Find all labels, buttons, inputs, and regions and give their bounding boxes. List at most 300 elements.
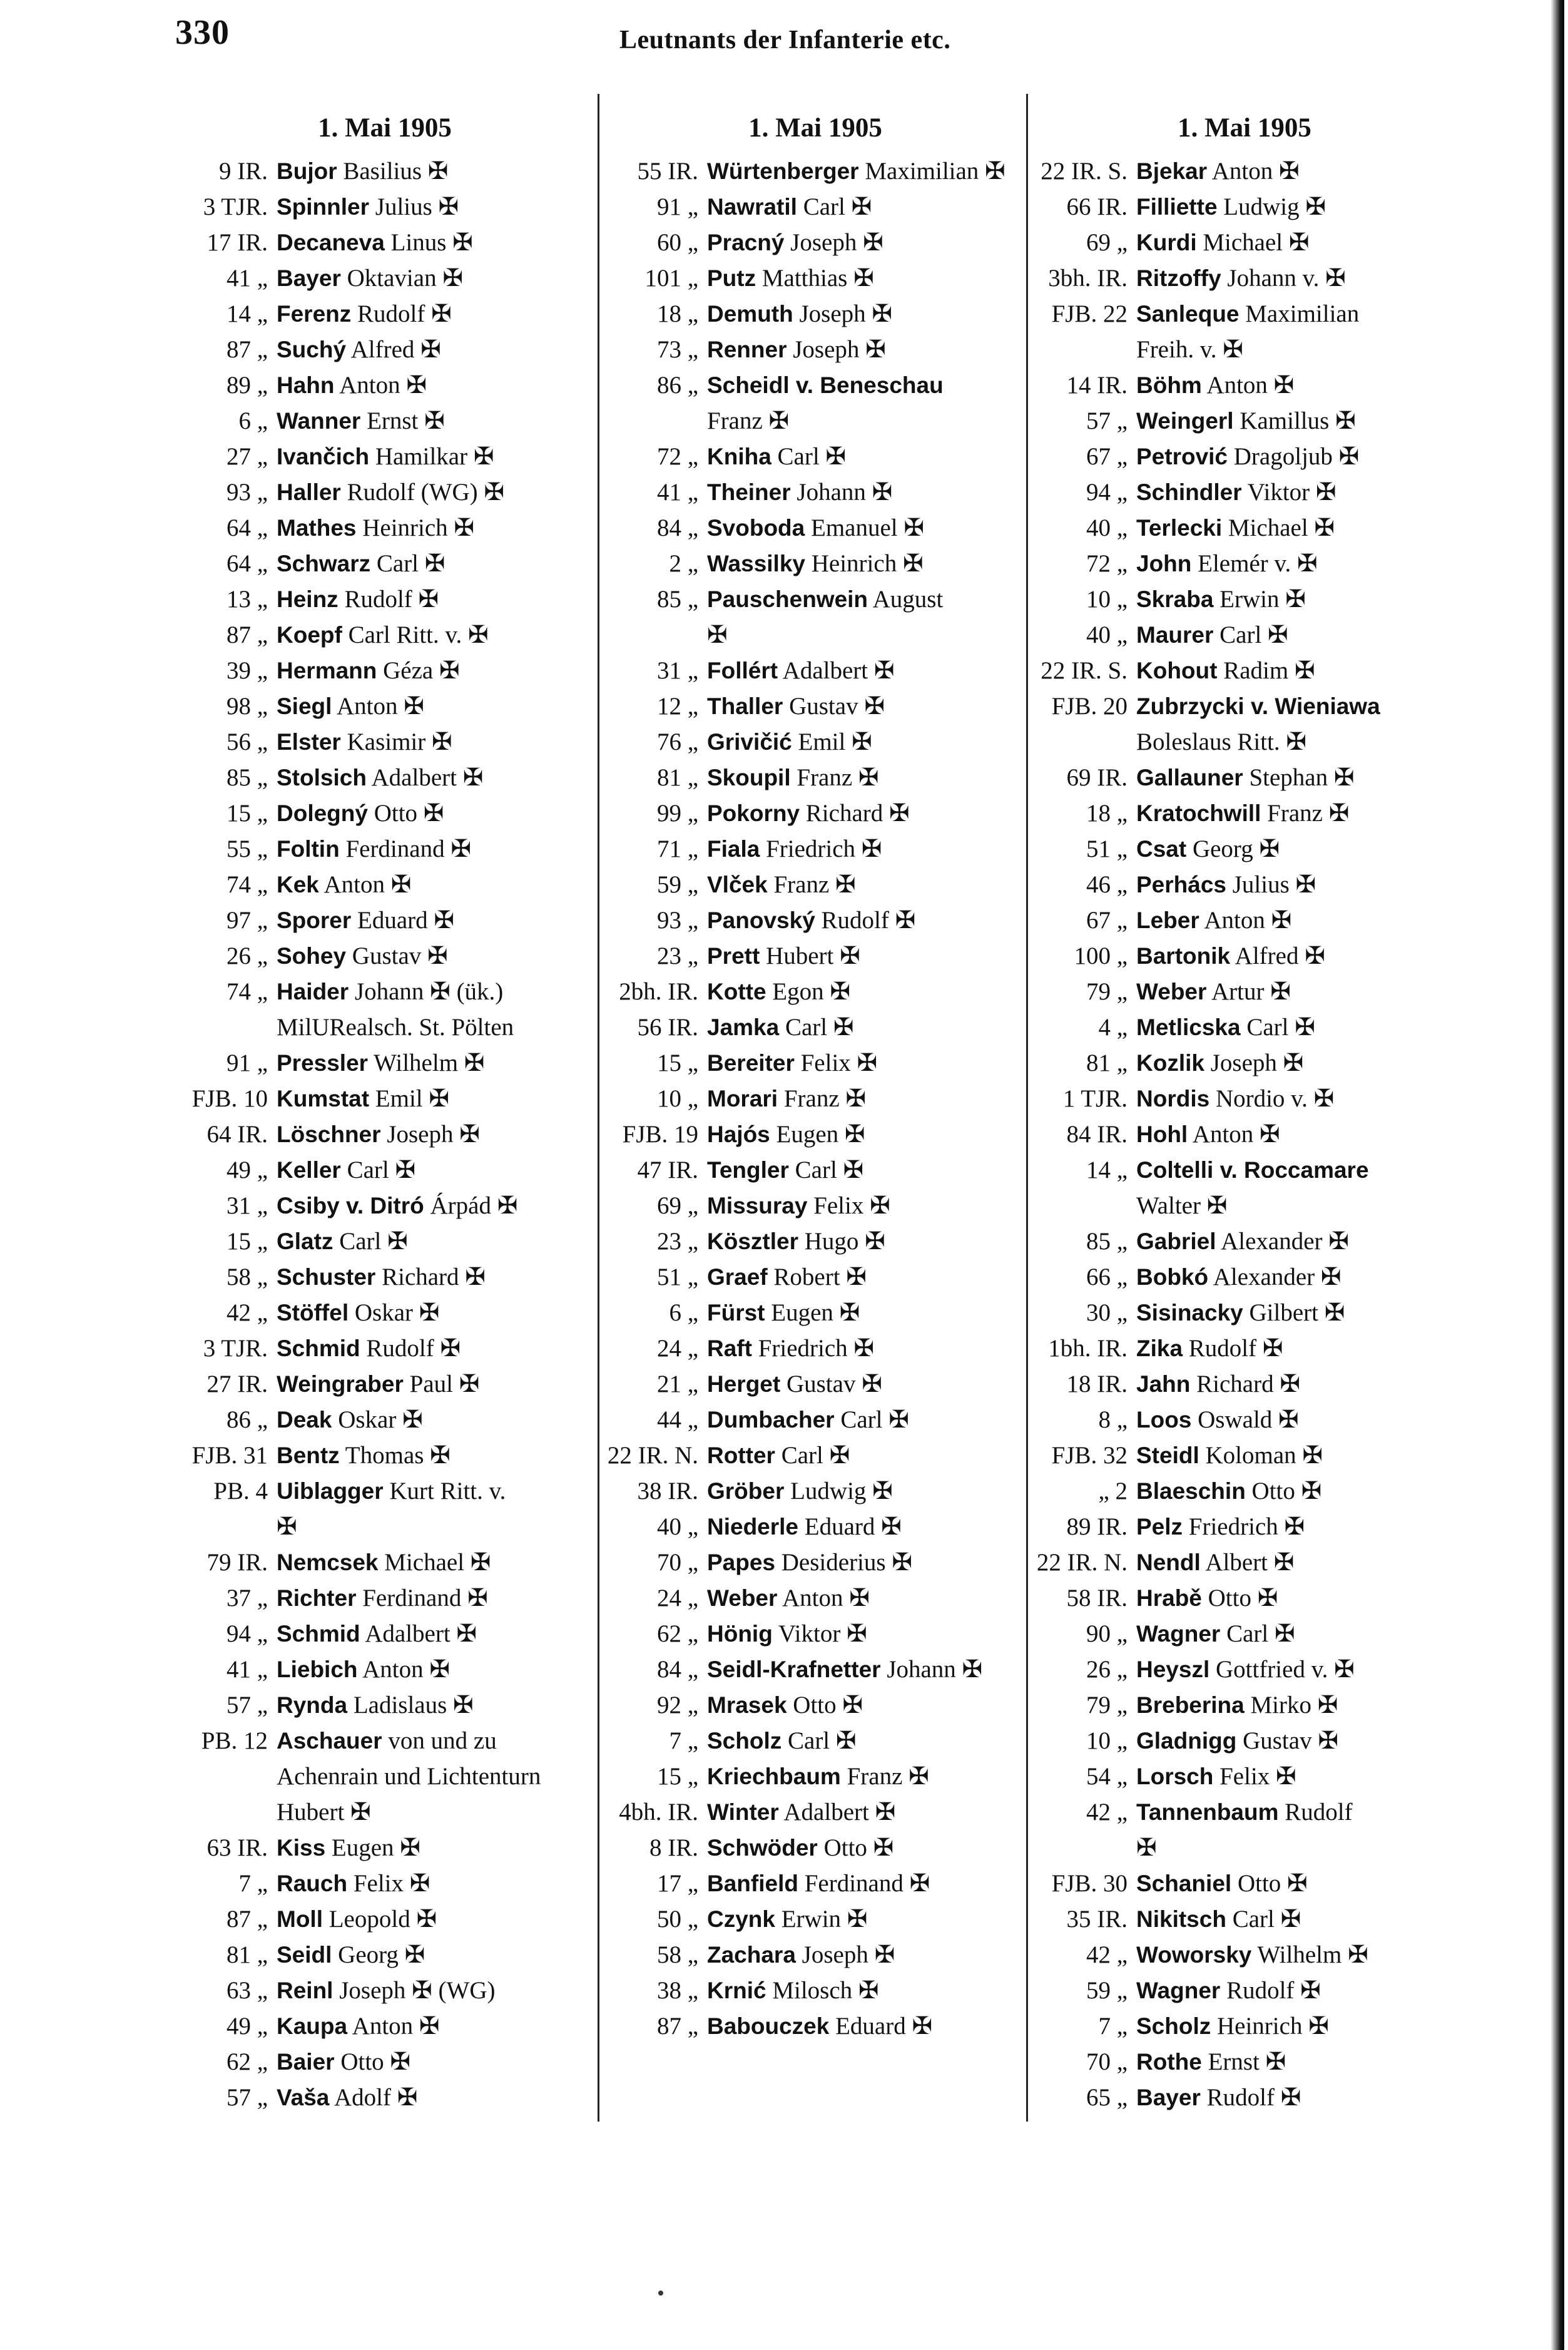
given-name: Wilhelm ✠ bbox=[1251, 1941, 1368, 1968]
officer-name bbox=[1136, 1009, 1454, 1045]
unit-designation: 65 „ bbox=[1086, 2084, 1128, 2111]
unit-designation: 22 IR. N. bbox=[607, 1442, 698, 1469]
officer-name bbox=[707, 1152, 1025, 1188]
list-item bbox=[175, 1723, 594, 1830]
unit-designation: 27 „ bbox=[226, 443, 268, 470]
unit-designation: 86 „ bbox=[656, 372, 698, 399]
unit-designation: 79 „ bbox=[1086, 978, 1128, 1005]
list-item bbox=[606, 867, 1025, 902]
unit-designation: 69 IR. bbox=[1066, 764, 1128, 791]
officer-name bbox=[277, 760, 594, 795]
given-name: Anton ✠ bbox=[357, 1656, 451, 1683]
list-item bbox=[606, 546, 1025, 581]
given-name: Carl ✠ bbox=[1220, 1620, 1295, 1647]
officer-name bbox=[277, 1652, 594, 1687]
list-item bbox=[606, 1652, 1025, 1687]
unit-designation: 84 „ bbox=[656, 514, 698, 541]
list-item bbox=[1035, 474, 1454, 510]
given-name: Friedrich ✠ bbox=[760, 835, 882, 862]
unit-designation: FJB. 22 bbox=[1051, 300, 1128, 327]
officer-name bbox=[707, 653, 1025, 688]
given-name: Heinrich ✠ bbox=[805, 550, 924, 577]
unit-designation: 2 „ bbox=[669, 550, 698, 577]
surname: Lorsch bbox=[1136, 1764, 1214, 1789]
list-item bbox=[606, 153, 1025, 189]
given-name: Rudolf ✠ bbox=[338, 586, 439, 613]
given-name: Walter ✠ bbox=[1136, 1192, 1228, 1219]
surname: Pelz bbox=[1136, 1514, 1183, 1540]
officer-name bbox=[1136, 1295, 1454, 1331]
officer-name bbox=[707, 225, 1025, 260]
officer-name bbox=[277, 1473, 594, 1545]
column-heading: 1. Mai 1905 bbox=[1178, 113, 1311, 143]
list-item bbox=[606, 1794, 1025, 1830]
list-item bbox=[175, 296, 594, 332]
officer-name bbox=[277, 546, 594, 581]
unit-designation: 64 „ bbox=[226, 514, 268, 541]
unit-designation: 50 „ bbox=[656, 1906, 698, 1933]
surname: Kozlik bbox=[1136, 1050, 1204, 1076]
officer-name bbox=[277, 1580, 594, 1616]
officer-name bbox=[277, 902, 594, 938]
officer-name bbox=[707, 724, 1025, 760]
unit-designation: 26 „ bbox=[226, 943, 268, 969]
given-name: Joseph ✠ bbox=[787, 336, 886, 363]
surname: Zubrzycki v. Wieniawa bbox=[1136, 693, 1380, 719]
surname: Böhm bbox=[1136, 372, 1202, 398]
surname: Bobkó bbox=[1136, 1264, 1209, 1290]
surname: Heyszl bbox=[1136, 1657, 1210, 1682]
officer-name bbox=[1136, 1081, 1454, 1116]
list-item bbox=[1035, 1402, 1454, 1438]
surname: Kiss bbox=[277, 1835, 326, 1861]
list-item bbox=[1035, 1509, 1454, 1545]
surname: Bayer bbox=[1136, 2085, 1201, 2110]
surname: Filliette bbox=[1136, 194, 1218, 220]
unit-designation: 14 „ bbox=[226, 300, 268, 327]
list-item bbox=[606, 581, 1025, 653]
officer-name bbox=[277, 724, 594, 760]
given-name: Ferdinand ✠ bbox=[339, 835, 471, 862]
officer-name bbox=[277, 439, 594, 474]
list-item bbox=[606, 510, 1025, 546]
surname: Svoboda bbox=[707, 515, 805, 541]
list-item bbox=[175, 617, 594, 653]
officer-name bbox=[707, 510, 1025, 546]
list-item bbox=[175, 1259, 594, 1295]
list-item bbox=[1035, 1723, 1454, 1759]
surname: Vaša bbox=[277, 2085, 330, 2110]
list-item bbox=[1035, 1259, 1454, 1295]
list-item bbox=[1035, 1901, 1454, 1937]
surname: Nawratil bbox=[707, 194, 797, 220]
officer-name bbox=[707, 1224, 1025, 1259]
unit-designation: 74 „ bbox=[226, 871, 268, 898]
officer-name bbox=[1136, 688, 1454, 760]
list-item bbox=[1035, 260, 1454, 296]
given-name: Oskar ✠ bbox=[349, 1299, 440, 1326]
officer-name bbox=[277, 867, 594, 902]
list-item bbox=[175, 367, 594, 403]
surname: Pokorny bbox=[707, 800, 800, 826]
officer-name bbox=[707, 1402, 1025, 1438]
given-name: Felix ✠ bbox=[794, 1050, 878, 1076]
given-name: Alexander ✠ bbox=[1208, 1264, 1341, 1290]
list-item bbox=[606, 1295, 1025, 1331]
given-name: Michael ✠ bbox=[1222, 514, 1335, 541]
surname: Renner bbox=[707, 337, 787, 362]
given-name: Erwin ✠ bbox=[1213, 586, 1306, 613]
officer-name bbox=[707, 367, 1025, 439]
unit-designation: 15 „ bbox=[226, 800, 268, 827]
officer-name bbox=[1136, 795, 1454, 831]
given-name: Rudolf ✠ bbox=[360, 1335, 461, 1362]
unit-designation: 63 IR. bbox=[206, 1834, 268, 1861]
officer-name bbox=[1136, 2008, 1454, 2044]
list-item bbox=[606, 1901, 1025, 1937]
surname: John bbox=[1136, 551, 1192, 576]
given-name: Árpád ✠ bbox=[424, 1192, 518, 1219]
given-name: Ludwig ✠ bbox=[1217, 193, 1326, 220]
officer-name bbox=[277, 1545, 594, 1580]
running-head: Leutnants der Infanterie etc. bbox=[619, 26, 951, 54]
unit-designation: 17 „ bbox=[656, 1870, 698, 1897]
officer-name bbox=[707, 938, 1025, 974]
unit-designation: 49 „ bbox=[226, 2013, 268, 2040]
unit-designation: 54 „ bbox=[1086, 1763, 1128, 1790]
surname: Hrabě bbox=[1136, 1585, 1202, 1611]
surname: Maurer bbox=[1136, 622, 1214, 648]
list-item bbox=[606, 760, 1025, 795]
unit-designation: 56 IR. bbox=[637, 1014, 698, 1041]
officer-name bbox=[277, 1616, 594, 1652]
list-item bbox=[1035, 1759, 1454, 1794]
given-name: Gustav ✠ bbox=[346, 943, 448, 969]
surname: Schwarz bbox=[277, 551, 371, 576]
unit-designation: 79 IR. bbox=[206, 1549, 268, 1576]
list-item bbox=[606, 1473, 1025, 1509]
officer-name bbox=[277, 938, 594, 974]
given-name: Otto ✠ bbox=[1201, 1585, 1278, 1612]
given-name: Felix ✠ bbox=[347, 1870, 430, 1897]
unit-designation: 64 IR. bbox=[206, 1121, 268, 1148]
list-item bbox=[1035, 1366, 1454, 1402]
surname: Pauschenwein bbox=[707, 586, 868, 612]
given-name: Heinrich ✠ bbox=[1211, 2013, 1329, 2040]
surname: Fürst bbox=[707, 1300, 765, 1326]
unit-designation: 38 „ bbox=[656, 1977, 698, 2004]
unit-designation: PB. 4 bbox=[213, 1478, 268, 1505]
officer-name bbox=[1136, 2080, 1454, 2115]
surname: Schwöder bbox=[707, 1835, 818, 1861]
given-name: Franz ✠ bbox=[790, 764, 879, 791]
given-name: Anton ✠ bbox=[318, 871, 412, 898]
officer-name bbox=[707, 1616, 1025, 1652]
given-name: Michael ✠ bbox=[378, 1549, 491, 1576]
given-name: Adalbert ✠ bbox=[366, 764, 484, 791]
page-dot bbox=[658, 2291, 663, 2296]
officer-name bbox=[277, 688, 594, 724]
given-name: Oswald ✠ bbox=[1191, 1406, 1299, 1433]
officer-name bbox=[277, 1723, 594, 1830]
unit-designation: 87 „ bbox=[656, 2013, 698, 2040]
given-name: Franz ✠ bbox=[840, 1763, 929, 1790]
surname: Stöffel bbox=[277, 1300, 349, 1326]
officer-name bbox=[277, 260, 594, 296]
surname: Schuster bbox=[277, 1264, 376, 1290]
surname: Kohout bbox=[1136, 658, 1218, 683]
officer-name bbox=[707, 1438, 1025, 1473]
given-name: Adolf ✠ bbox=[329, 2084, 418, 2111]
surname: Mrasek bbox=[707, 1692, 787, 1718]
surname: Babouczek bbox=[707, 2013, 830, 2039]
officer-name bbox=[277, 1188, 594, 1224]
list-item bbox=[175, 1188, 594, 1224]
given-name: Radim ✠ bbox=[1217, 657, 1315, 684]
surname: Fiala bbox=[707, 836, 760, 862]
officer-name bbox=[707, 867, 1025, 902]
officer-name bbox=[277, 1438, 594, 1473]
officer-name bbox=[1136, 1759, 1454, 1794]
list-item bbox=[175, 2008, 594, 2044]
list-item bbox=[606, 1224, 1025, 1259]
officer-name bbox=[707, 1081, 1025, 1116]
list-item bbox=[175, 403, 594, 439]
officer-name bbox=[1136, 1473, 1454, 1509]
list-item bbox=[606, 1116, 1025, 1152]
officer-name bbox=[707, 1009, 1025, 1045]
surname: Gabriel bbox=[1136, 1229, 1216, 1254]
given-name: Friedrich ✠ bbox=[1183, 1513, 1305, 1540]
list-item bbox=[606, 1188, 1025, 1224]
unit-designation: 85 „ bbox=[1086, 1228, 1128, 1255]
page-number: 330 bbox=[175, 13, 230, 52]
officer-name bbox=[277, 1866, 594, 1901]
given-name: Egon ✠ bbox=[766, 978, 851, 1005]
unit-designation: 84 „ bbox=[656, 1656, 698, 1683]
officer-name bbox=[707, 1652, 1025, 1687]
given-name: Géza ✠ bbox=[377, 657, 460, 684]
unit-designation: 8 IR. bbox=[649, 1834, 698, 1861]
unit-designation: 55 IR. bbox=[637, 158, 698, 185]
officer-name bbox=[1136, 1438, 1454, 1473]
unit-designation: 70 „ bbox=[1086, 2048, 1128, 2075]
list-item bbox=[175, 938, 594, 974]
officer-name bbox=[707, 1259, 1025, 1295]
list-item bbox=[175, 1473, 594, 1545]
list-item bbox=[606, 938, 1025, 974]
unit-designation: 27 IR. bbox=[206, 1371, 268, 1397]
given-name: Ladislaus ✠ bbox=[347, 1692, 474, 1719]
list-item bbox=[175, 653, 594, 688]
given-name: August ✠ bbox=[707, 586, 944, 648]
list-item bbox=[175, 1830, 594, 1866]
given-name: Eugen ✠ bbox=[765, 1299, 860, 1326]
officer-name bbox=[1136, 1152, 1454, 1224]
surname: Weber bbox=[707, 1585, 778, 1611]
officer-name bbox=[277, 1901, 594, 1937]
list-item bbox=[175, 1937, 594, 1973]
officer-name bbox=[277, 1366, 594, 1402]
list-item bbox=[175, 724, 594, 760]
given-name: Basilius ✠ bbox=[337, 158, 449, 185]
given-name: Otto ✠ bbox=[1231, 1870, 1308, 1897]
unit-designation: 63 „ bbox=[226, 1977, 268, 2004]
surname: Seidl-Krafnetter bbox=[707, 1657, 881, 1682]
given-name: Carl ✠ bbox=[1213, 621, 1288, 648]
officer-name bbox=[707, 1973, 1025, 2008]
unit-designation: 37 „ bbox=[226, 1585, 268, 1612]
unit-designation: FJB. 10 bbox=[191, 1085, 268, 1112]
surname: Skraba bbox=[1136, 586, 1214, 612]
given-name: Gustav ✠ bbox=[780, 1371, 882, 1397]
officer-name bbox=[707, 546, 1025, 581]
unit-designation: 35 IR. bbox=[1066, 1906, 1128, 1933]
given-name: Carl ✠ bbox=[1226, 1906, 1301, 1933]
unit-designation: 15 „ bbox=[226, 1228, 268, 1255]
list-item bbox=[606, 1723, 1025, 1759]
column-3 bbox=[1035, 103, 1454, 2115]
given-name: Artur ✠ bbox=[1206, 978, 1291, 1005]
list-item bbox=[175, 1438, 594, 1473]
given-name: Anton ✠ bbox=[332, 693, 424, 720]
given-name: Dragoljub ✠ bbox=[1228, 443, 1360, 470]
list-item bbox=[175, 974, 594, 1045]
unit-designation: 69 „ bbox=[1086, 229, 1128, 256]
surname: Suchý bbox=[277, 337, 347, 362]
unit-designation: 23 „ bbox=[656, 1228, 698, 1255]
surname: Decaneva bbox=[277, 230, 385, 255]
unit-designation: 8 „ bbox=[1098, 1406, 1128, 1433]
list-item bbox=[175, 1366, 594, 1402]
list-item bbox=[175, 1545, 594, 1580]
officer-name bbox=[1136, 1723, 1454, 1759]
unit-designation: 31 „ bbox=[226, 1192, 268, 1219]
given-name: Wilhelm ✠ bbox=[368, 1050, 485, 1076]
surname: Prett bbox=[707, 943, 760, 969]
given-name: Emanuel ✠ bbox=[805, 514, 925, 541]
surname: Uiblagger bbox=[277, 1478, 384, 1504]
unit-designation: 21 „ bbox=[656, 1371, 698, 1397]
list-item bbox=[175, 1866, 594, 1901]
surname: Sanleque bbox=[1136, 301, 1240, 327]
list-item bbox=[606, 1580, 1025, 1616]
given-name: Julius ✠ bbox=[369, 193, 459, 220]
list-item bbox=[1035, 153, 1454, 189]
column-rule bbox=[1026, 94, 1028, 2122]
unit-designation: 62 „ bbox=[226, 2048, 268, 2075]
unit-designation: 85 „ bbox=[226, 764, 268, 791]
list-item bbox=[1035, 510, 1454, 546]
surname: Pressler bbox=[277, 1050, 369, 1076]
unit-designation: 51 „ bbox=[1086, 835, 1128, 862]
surname: Elster bbox=[277, 729, 341, 755]
officer-name bbox=[707, 2008, 1025, 2044]
officer-name bbox=[707, 688, 1025, 724]
officer-name bbox=[707, 974, 1025, 1009]
list-item bbox=[175, 1295, 594, 1331]
surname: Missuray bbox=[707, 1193, 808, 1218]
unit-designation: 62 „ bbox=[656, 1620, 698, 1647]
unit-designation: 64 „ bbox=[226, 550, 268, 577]
list-item bbox=[606, 795, 1025, 831]
surname: Perhács bbox=[1136, 872, 1226, 897]
list-item bbox=[606, 1509, 1025, 1545]
list-item bbox=[606, 260, 1025, 296]
surname: Aschauer bbox=[277, 1728, 382, 1754]
surname: Zika bbox=[1136, 1336, 1183, 1361]
officer-name bbox=[707, 1473, 1025, 1509]
surname: Grivičić bbox=[707, 729, 792, 755]
list-item bbox=[175, 260, 594, 296]
list-item bbox=[1035, 225, 1454, 260]
unit-designation: 87 „ bbox=[226, 1906, 268, 1933]
surname: Kratochwill bbox=[1136, 800, 1261, 826]
surname: Winter bbox=[707, 1799, 779, 1825]
unit-designation: 13 „ bbox=[226, 586, 268, 613]
officer-name bbox=[1136, 153, 1454, 189]
surname: Bartonik bbox=[1136, 943, 1231, 969]
given-name: Carl ✠ bbox=[333, 1228, 408, 1255]
unit-designation: 15 „ bbox=[656, 1050, 698, 1076]
officer-name bbox=[277, 367, 594, 403]
officer-name bbox=[707, 1723, 1025, 1759]
given-name: Maximilian ✠ bbox=[858, 158, 1005, 185]
unit-designation: 3 TJR. bbox=[203, 1335, 268, 1362]
surname: Schaniel bbox=[1136, 1871, 1232, 1896]
given-name: Mirko ✠ bbox=[1244, 1692, 1338, 1719]
surname: Follért bbox=[707, 658, 778, 683]
surname: Herget bbox=[707, 1371, 781, 1397]
unit-designation: 15 „ bbox=[656, 1763, 698, 1790]
surname: Würtenberger bbox=[707, 158, 859, 184]
list-item bbox=[175, 546, 594, 581]
unit-designation: 99 „ bbox=[656, 800, 698, 827]
officer-name bbox=[707, 1045, 1025, 1081]
officer-name bbox=[277, 1152, 594, 1188]
unit-designation: 67 „ bbox=[1086, 907, 1128, 934]
given-name: Alfred ✠ bbox=[346, 336, 441, 363]
list-item bbox=[175, 1580, 594, 1616]
surname: Tengler bbox=[707, 1157, 789, 1183]
list-item bbox=[606, 2008, 1025, 2044]
list-item bbox=[1035, 1580, 1454, 1616]
unit-designation: 7 „ bbox=[669, 1727, 698, 1754]
list-item bbox=[175, 1973, 594, 2008]
surname: Blaeschin bbox=[1136, 1478, 1246, 1504]
surname: Scheidl v. Beneschau bbox=[707, 372, 944, 398]
given-name: Anton ✠ bbox=[1201, 372, 1295, 399]
list-item bbox=[1035, 867, 1454, 902]
list-item bbox=[606, 1366, 1025, 1402]
surname: Rothe bbox=[1136, 2049, 1202, 2075]
surname: Weingraber bbox=[277, 1371, 404, 1397]
list-item bbox=[606, 1331, 1025, 1366]
officer-name bbox=[1136, 439, 1454, 474]
surname: Nikitsch bbox=[1136, 1906, 1226, 1932]
unit-designation: 41 „ bbox=[656, 479, 698, 506]
officer-name bbox=[707, 1509, 1025, 1545]
unit-designation: 90 „ bbox=[1086, 1620, 1128, 1647]
given-name: Kamillus ✠ bbox=[1233, 407, 1356, 434]
officer-name bbox=[277, 974, 594, 1045]
list-item bbox=[175, 439, 594, 474]
officer-name bbox=[277, 1973, 594, 2008]
surname: Bayer bbox=[277, 265, 341, 291]
unit-designation: 93 „ bbox=[656, 907, 698, 934]
unit-designation: 58 „ bbox=[656, 1941, 698, 1968]
officer-name bbox=[277, 1259, 594, 1295]
